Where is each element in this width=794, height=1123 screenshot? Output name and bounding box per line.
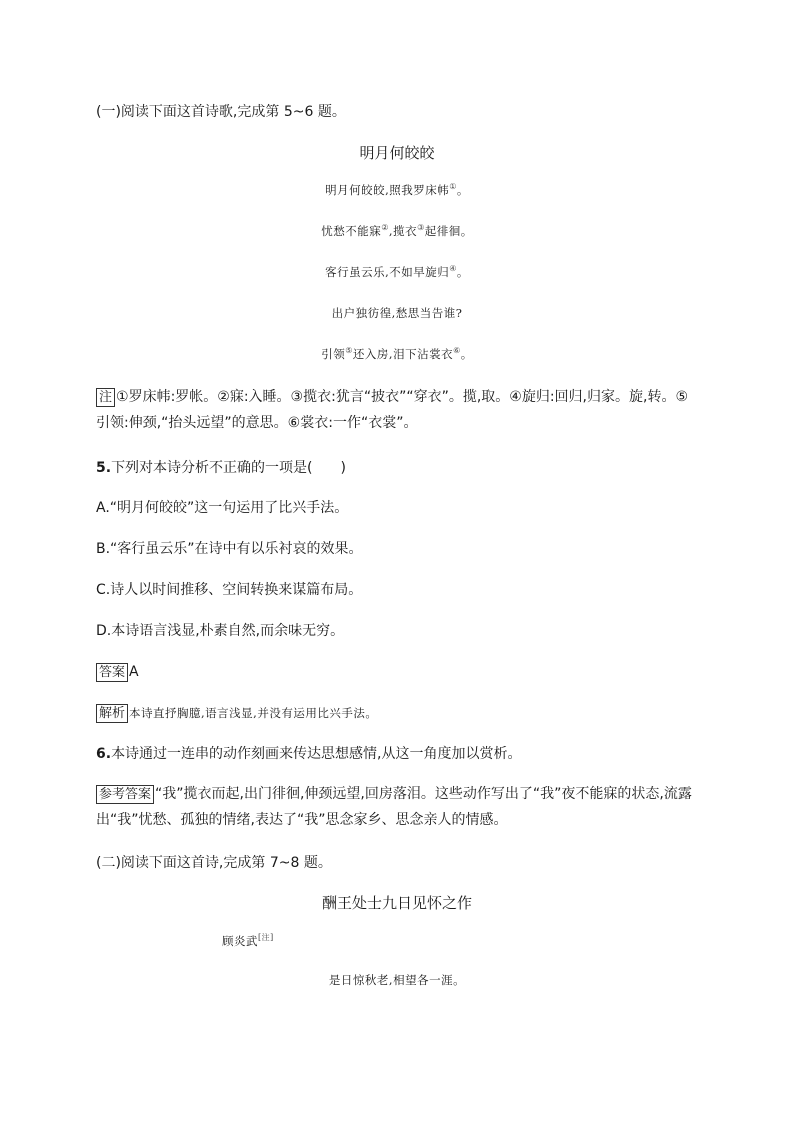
q6-reference-answer: 参考答案 “我”揽衣而起,出门徘徊,伸颈远望,回房落泪。这些动作写出了“我”夜不能寐的状态,流露出“我”忧愁、孤独的情绪,表达了“我”思念家乡、思念亲人的情感。 [96, 786, 692, 828]
poem1-line-2: 忧愁不能寐②,揽衣③起徘徊。 [321, 223, 473, 238]
q5-option-d: D.本诗语言浅显,朴素自然,而余味无穷。 [96, 623, 345, 639]
q5-option-c: C.诗人以时间推移、空间转换来谋篇布局。 [96, 582, 363, 598]
poem1-notes: 注 ①罗床帏:罗帐。②寐:入睡。③揽衣:犹言“披衣”“穿衣”。揽,取。④旋归:回归,归家。旋,转。⑤引领:伸颈,“抬头远望”的意思。⑥裳衣:一作“衣裳”。 [96, 389, 688, 431]
question-number: 5. [96, 460, 112, 476]
q6-stem: 6.本诗通过一连串的动作刻画来传达思想感情,从这一角度加以赏析。 [96, 746, 522, 762]
footnote-mark: ④ [449, 264, 457, 274]
analysis-label: 解析 [96, 704, 128, 723]
q5-answer: 答案 A [96, 659, 716, 685]
poem2-title: 酬王处士九日见怀之作 [321, 894, 472, 912]
q5-analysis: 解析 本诗直抒胸臆,语言浅显,并没有运用比兴手法。 [96, 700, 716, 726]
q5-option-a: A.“明月何皎皎”这一句运用了比兴手法。 [96, 500, 349, 516]
poem1-line-5: 引领⑤还入房,泪下沾裳衣⑥。 [321, 346, 473, 361]
note-label: 注 [96, 388, 115, 407]
footnote-mark: ⑤ [345, 346, 353, 356]
question-number: 6. [96, 746, 112, 762]
footnote-mark: ③ [417, 223, 425, 233]
footnote-mark: ① [449, 182, 457, 192]
poem2-author: 顾炎武[注] [222, 933, 274, 948]
footnote-mark: [注] [258, 933, 274, 942]
footnote-mark: ⑥ [453, 346, 461, 356]
footnote-mark: ② [381, 223, 389, 233]
poem1-line-1: 明月何皎皎,照我罗床帏①。 [325, 182, 469, 197]
poem1-title: 明月何皎皎 [359, 144, 435, 162]
answer-label: 答案 [96, 663, 128, 682]
poem2-line-1: 是日惊秋老,相望各一涯。 [328, 973, 466, 987]
section2-intro: (二)阅读下面这首诗,完成第 7~8 题。 [96, 855, 332, 871]
q5-stem: 5.下列对本诗分析不正确的一项是( ) [96, 460, 346, 476]
poem1-line-4: 出户独彷徨,愁思当告谁? [331, 306, 463, 320]
section1-intro: (一)阅读下面这首诗歌,完成第 5~6 题。 [96, 104, 346, 120]
q5-option-b: B.“客行虽云乐”在诗中有以乐衬哀的效果。 [96, 541, 363, 557]
reference-answer-label: 参考答案 [96, 785, 154, 804]
poem1-line-3: 客行虽云乐,不如早旋归④。 [325, 264, 469, 279]
